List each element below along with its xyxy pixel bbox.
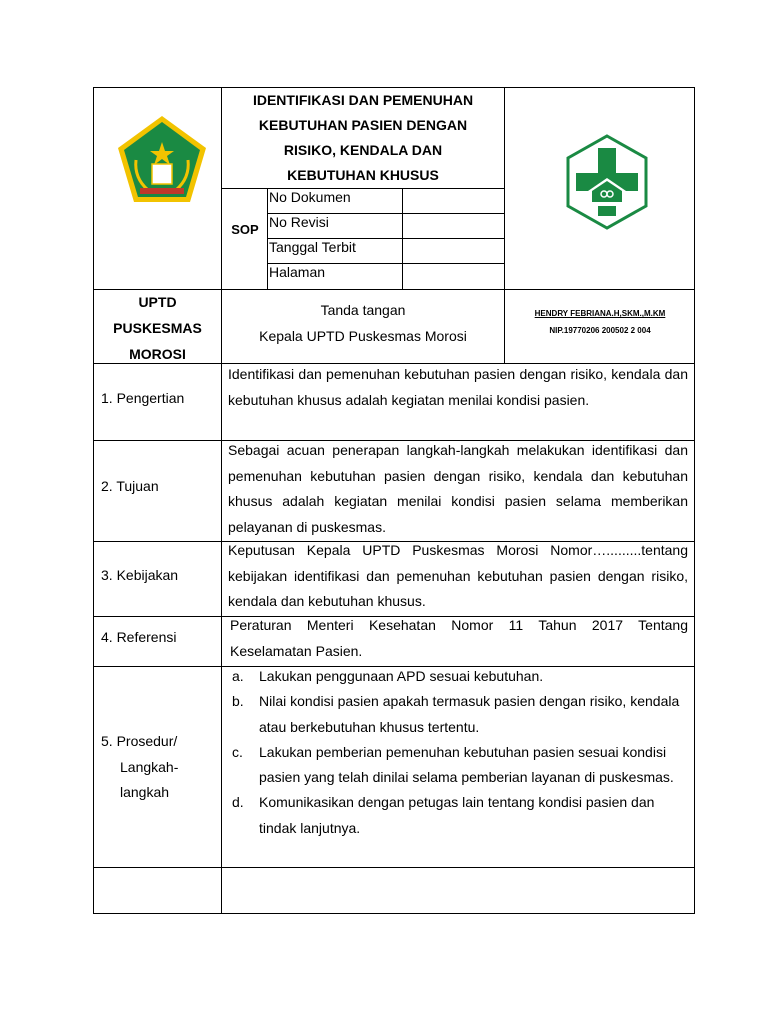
section-label-tujuan: 2. Tujuan — [101, 478, 159, 494]
list-item — [228, 790, 688, 841]
section-text-pengertian: Identifikasi dan pemenuhan kebutuhan pasien dengan risiko, kendala dan kebutuhan khusus adalah kegiatan menilai kondisi pasien. — [228, 366, 688, 408]
divider — [221, 88, 222, 914]
list-item — [228, 689, 688, 740]
list-marker: a. — [232, 668, 244, 684]
divider — [94, 867, 695, 868]
prosedur-list — [228, 664, 688, 841]
organization-name — [94, 289, 221, 367]
list-item — [228, 664, 688, 689]
signatory-name: HENDRY FEBRIANA.H,SKM.,M.KM — [534, 309, 666, 318]
list-item — [228, 740, 688, 791]
list-item-text: Lakukan penggunaan APD sesuai kebutuhan. — [259, 668, 544, 684]
kabupaten-emblem-logo — [114, 112, 210, 208]
sop-document — [93, 87, 695, 914]
signature-caption: Tanda tangan — [320, 302, 406, 318]
divider — [267, 188, 268, 290]
emblem-icon — [114, 112, 210, 208]
org-line: PUSKESMAS — [113, 320, 202, 336]
list-item-text: Lakukan pemberian pemenuhan kebutuhan pasien sesuai kondisi pasien yang telah dinilai selama pemberian layanan di puskesmas. — [259, 743, 674, 786]
section-text-kebijakan: Keputusan Kepala UPTD Puskesmas Morosi Nomor….........tentang kebijakan identifikasi dan pemenuhan kebutuhan pasien dengan risiko, kendala dan kebutuhan khusus. — [228, 542, 688, 609]
list-marker: c. — [232, 743, 243, 760]
title-line: KEBUTUHAN KHUSUS — [287, 167, 439, 183]
title-line: IDENTIFIKASI DAN PEMENUHAN — [252, 92, 474, 108]
meta-no-dokumen: No Dokumen — [269, 189, 351, 205]
meta-tanggal-terbit: Tanggal Terbit — [269, 239, 356, 255]
signature-position: Kepala UPTD Puskesmas Morosi — [259, 328, 467, 344]
section-text-tujuan: Sebagai acuan penerapan langkah-langkah melakukan identifikasi dan pemenuhan kebutuhan pasien dengan risiko, kendala dan kebutuhan khusus adalah kegiatan menilai kondisi pasien selama memberikan pelayanan di puskesmas. — [228, 442, 688, 535]
list-marker: d. — [232, 794, 244, 811]
title-line: RISIKO, KENDALA DAN — [283, 142, 443, 158]
section-label-pengertian: 1. Pengertian — [101, 390, 185, 406]
document-title — [222, 88, 504, 188]
divider — [504, 88, 505, 363]
signatory-nip: NIP.19770206 200502 2 004 — [549, 326, 651, 335]
section-label-referensi: 4. Referensi — [101, 629, 177, 645]
divider — [221, 188, 505, 189]
prosedur-label-line: Langkah- — [120, 758, 179, 775]
sop-label: SOP — [231, 222, 259, 237]
section-label-kebijakan: 3. Kebijakan — [101, 567, 179, 583]
puskesmas-cross-icon — [566, 134, 648, 230]
puskesmas-logo — [566, 134, 648, 230]
prosedur-label-line: 5. Prosedur/ — [101, 733, 178, 749]
divider — [402, 188, 403, 290]
section-label-prosedur — [101, 729, 178, 806]
title-line: KEBUTUHAN PASIEN DENGAN — [258, 117, 468, 133]
org-line: MOROSI — [129, 346, 186, 362]
list-item-text: Nilai kondisi pasien apakah termasuk pasien dengan risiko, kendala atau berkebutuhan khusus tertentu. — [259, 693, 680, 735]
prosedur-label-line: langkah — [120, 784, 170, 800]
section-text-referensi: Peraturan Menteri Kesehatan Nomor 11 Tahun 2017 Tentang Keselamatan Pasien. — [230, 617, 688, 659]
org-line: UPTD — [138, 294, 177, 310]
list-marker: b. — [232, 693, 244, 710]
meta-no-revisi: No Revisi — [269, 214, 329, 230]
meta-halaman: Halaman — [269, 264, 326, 280]
list-item-text: Komunikasikan dengan petugas lain tentang kondisi pasien dan tindak lanjutnya. — [259, 794, 655, 836]
